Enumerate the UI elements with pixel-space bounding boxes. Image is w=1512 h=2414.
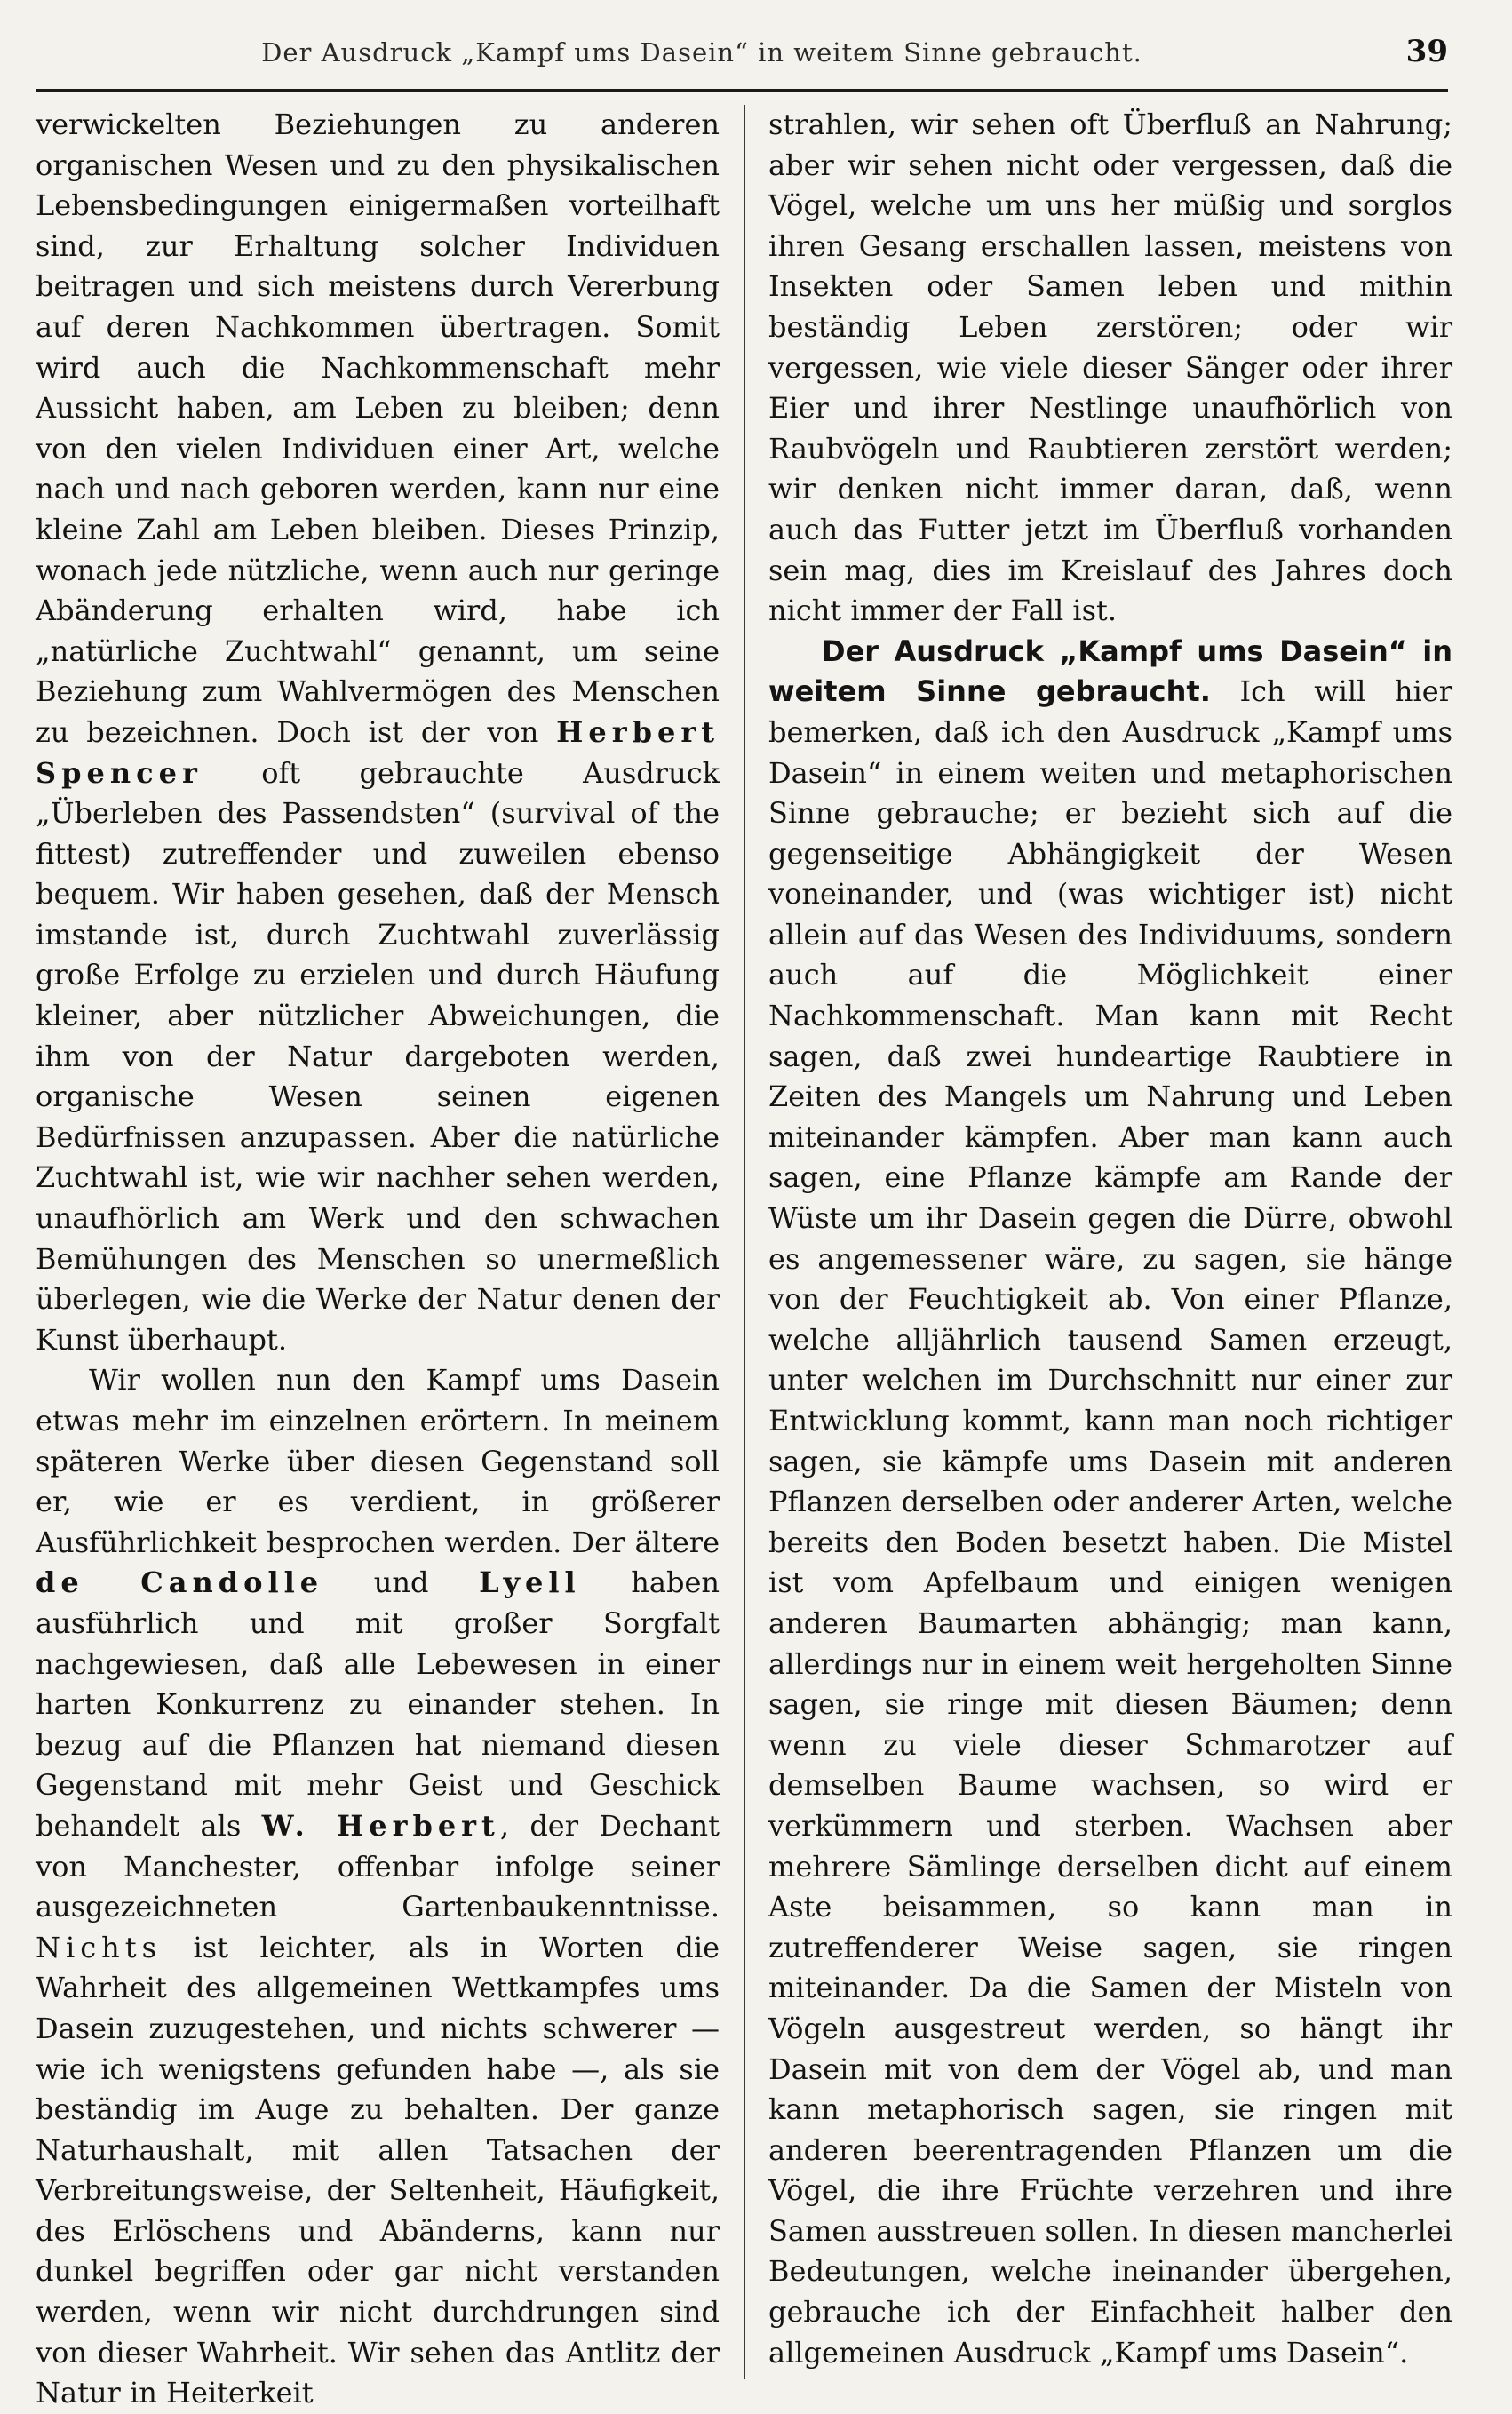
right-column <box>768 105 1452 2379</box>
running-head <box>36 18 1448 80</box>
left-paragraph-1 <box>36 105 720 1360</box>
author-name-candolle: de Candolle <box>36 1566 324 1600</box>
author-name-spencer: Herbert Spencer <box>36 714 720 790</box>
left-column <box>36 105 720 2410</box>
left-p2-text-e: ist leichter, als in Worten die Wahrheit des allgemeinen Wettkampfes ums Dasein zuzugestehen, und nichts schwerer — wie ich wenigstens gefunden habe —, als sie beständig im Auge zu behalten. Der ganze Naturhaushalt, mit allen Tatsachen der Verbreitungsweise, der Seltenheit, Häufigkeit, des Erlöschens und Abänderns, kann nur dunkel begriffen oder gar nicht verstanden werden, wenn wir nicht durchdrungen sind von dieser Wahrheit. Wir sehen das Antlitz der Natur in Heiterkeit <box>36 1930 720 2410</box>
right-paragraph-1: strahlen, wir sehen oft Überfluß an Nahrung; aber wir sehen nicht oder vergessen, daß die Vögel, welche um uns her müßig und sorglos ihren Gesang erschallen lassen, meistens von Insekten oder Samen leben und mithin beständig Leben zerstören; oder wir vergessen, wie viele dieser Sänger oder ihrer Eier und ihrer Nestlinge unaufhörlich von Raubvögeln und Raubtieren zerstört werden; wir denken nicht immer daran, daß, wenn auch das Futter jetzt im Überfluß vorhanden sein mag, dies im Kreislauf des Jahres doch nicht immer der Fall ist. <box>768 108 1452 628</box>
right-paragraph-2 <box>768 632 1452 2374</box>
section-heading: Der Ausdruck „Kampf ums Dasein“ in weitem Sinne gebraucht. <box>768 633 1452 709</box>
right-p2-body: Ich will hier bemerken, daß ich den Ausdruck „Kampf ums Dasein“ in einem weiten und metaphorischen Sinne gebrauche; er bezieht sich auf die gegenseitige Abhängigkeit der Wesen voneinander, und (was wichtiger ist) nicht allein auf das Wesen des Individuums, sondern auch auf die Möglichkeit einer Nachkommenschaft. Man kann mit Recht sagen, daß zwei hundeartige Raubtiere in Zeiten des Mangels um Nahrung und Leben miteinander kämpfen. Aber man kann auch sagen, eine Pflanze kämpfe am Rande der Wüste um ihr Dasein gegen die Dürre, obwohl es angemessener wäre, zu sagen, sie hänge von der Feuchtigkeit ab. Von einer Pflanze, welche alljährlich tausend Samen erzeugt, unter welchen im Durchschnitt nur einer zur Entwicklung kommt, kann man noch richtiger sagen, sie kämpfe ums Dasein mit anderen Pflanzen derselben oder anderer Arten, welche bereits den Boden besetzt haben. Die Mistel ist vom Apfelbaum und einigen wenigen anderen Baumarten abhängig; man kann, allerdings nur in einem weit hergeholten Sinne sagen, sie ringe mit diesen Bäumen; denn wenn zu viele dieser Schmarotzer auf demselben Baume wachsen, so wird er verkümmern und sterben. Wachsen aber mehrere Sämlinge derselben dicht auf einem Aste beisammen, so kann man in zutreffenderer Weise sagen, sie ringen miteinander. Da die Samen der Misteln von Vögeln ausgestreut werden, so hängt ihr Dasein mit von dem der Vögel ab, und man kann metaphorisch sagen, sie ringen mit anderen beerentragenden Pflanzen um die Vögel, die ihre Früchte verzehren und ihre Samen ausstreuen sollen. In diesen mancherlei Bedeutungen, welche ineinander übergehen, gebrauche ich der Einfachheit halber den allgemeinen Ausdruck „Kampf ums Dasein“. <box>768 674 1453 2370</box>
header-rule <box>36 89 1448 92</box>
left-p2-text-c: haben ausführlich und mit großer Sorgfalt nachgewiesen, daß alle Lebewesen in einer harten Konkurrenz zu einander stehen. In bezug auf die Pflanzen hat niemand diesen Gegenstand mit mehr Geist und Geschick behandelt als <box>36 1566 720 1843</box>
emphasis-nichts: Nichts <box>36 1930 163 1964</box>
author-name-lyell: Lyell <box>479 1566 581 1600</box>
author-name-herbert: W. Herbert <box>261 1808 500 1843</box>
left-paragraph-2 <box>36 1360 720 2413</box>
left-p1-text-b: oft gebrauchte Ausdruck „Überleben des Passendsten“ (survival of the fittest) zutreffender und zuweilen ebenso bequem. Wir haben gesehen, daß der Mensch imstande ist, durch Zuchtwahl zuverlässig große Erfolge zu erzielen und durch Häufung kleiner, aber nützlicher Abweichungen, die ihm von der Natur dargeboten werden, organische Wesen seinen eigenen Bedürfnissen anzupassen. Aber die natürliche Zuchtwahl ist, wie wir nachher sehen werden, unaufhörlich am Werk und den schwachen Bemühungen des Menschen so unermeßlich überlegen, wie die Werke der Natur denen der Kunst überhaupt. <box>36 755 720 1357</box>
page-number: 39 <box>1405 34 1448 69</box>
column-divider <box>744 105 745 2379</box>
running-title: Der Ausdruck „Kampf ums Dasein“ in weitem Sinne gebraucht. <box>261 37 1142 68</box>
left-p1-text-a: verwickelten Beziehungen zu anderen organischen Wesen und zu den physikalischen Lebensbedingungen einigermaßen vorteilhaft sind, zur Erhaltung solcher Individuen beitragen und sich meistens durch Vererbung auf deren Nachkommen übertragen. Somit wird auch die Nachkommenschaft mehr Aussicht haben, am Leben zu bleiben; denn von den vielen Individuen einer Art, welche nach und nach geboren werden, kann nur eine kleine Zahl am Leben bleiben. Dieses Prinzip, wonach jede nützliche, wenn auch nur geringe Abänderung erhalten wird, habe ich „natürliche Zuchtwahl“ genannt, um seine Beziehung zum Wahlvermögen des Menschen zu bezeichnen. Doch ist der von <box>36 108 720 749</box>
left-p2-text-b: und <box>323 1566 480 1600</box>
left-p2-text-a: Wir wollen nun den Kampf ums Dasein etwas mehr im einzelnen erörtern. In meinem späteren Werke über diesen Gegenstand soll er, wie er es verdient, in größerer Ausführlichkeit besprochen werden. Der ältere <box>36 1363 720 1559</box>
left-p2-text-d: , der Dechant von Manchester, offenbar infolge seiner ausgezeichneten Gartenbaukenntnisse. <box>36 1808 720 1924</box>
